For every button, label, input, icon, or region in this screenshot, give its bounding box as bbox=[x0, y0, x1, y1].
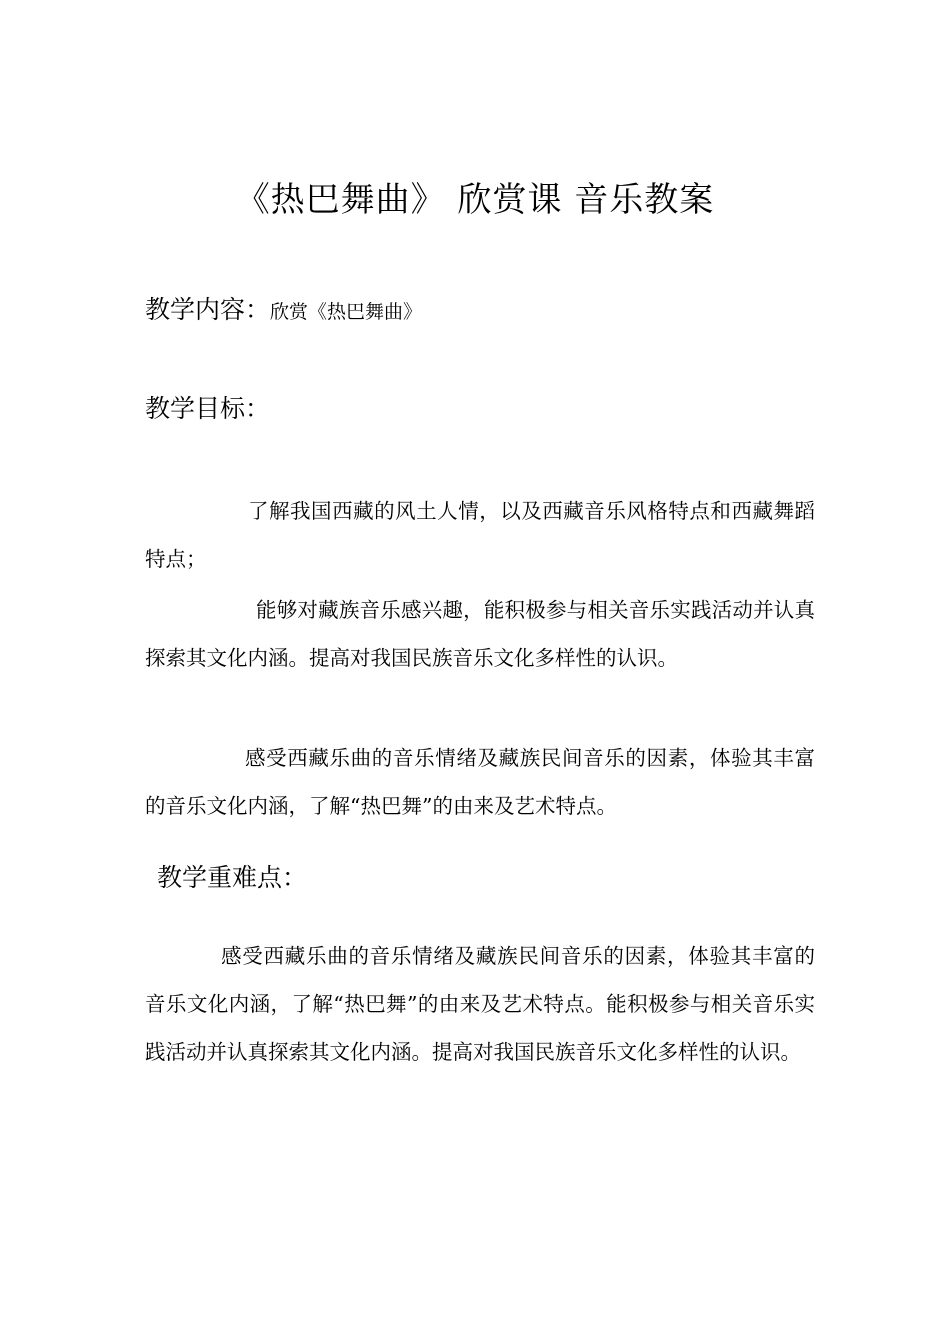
objective-paragraph-2: 能够对藏族音乐感兴趣，能积极参与相关音乐实践活动并认真探索其文化内涵。提高对我国民族音乐文化多样性的认识。 bbox=[145, 598, 815, 670]
document-title: 《热巴舞曲》 欣赏课 音乐教案 bbox=[235, 180, 715, 220]
key-points-label: 教学重难点： bbox=[157, 863, 308, 892]
teaching-content-line bbox=[145, 292, 422, 330]
key-points-paragraph: 感受西藏乐曲的音乐情绪及藏族民间音乐的因素，体验其丰富的音乐文化内涵，了解“热巴舞”的由来及艺术特点。能积极参与相关音乐实践活动并认真探索其文化内涵。提高对我国民族音乐文化多样性的认识。 bbox=[145, 944, 815, 1064]
objective-paragraph-1: 了解我国西藏的风土人情，以及西藏音乐风格特点和西藏舞蹈特点； bbox=[145, 499, 815, 571]
teaching-objectives-label: 教学目标： bbox=[145, 394, 271, 423]
objective-paragraph-3: 感受西藏乐曲的音乐情绪及藏族民间音乐的因素，体验其丰富的音乐文化内涵，了解“热巴舞”的由来及艺术特点。 bbox=[145, 746, 815, 818]
teaching-content-label: 教学内容： bbox=[145, 295, 271, 324]
teaching-content-value: 欣赏《热巴舞曲》 bbox=[270, 301, 423, 323]
